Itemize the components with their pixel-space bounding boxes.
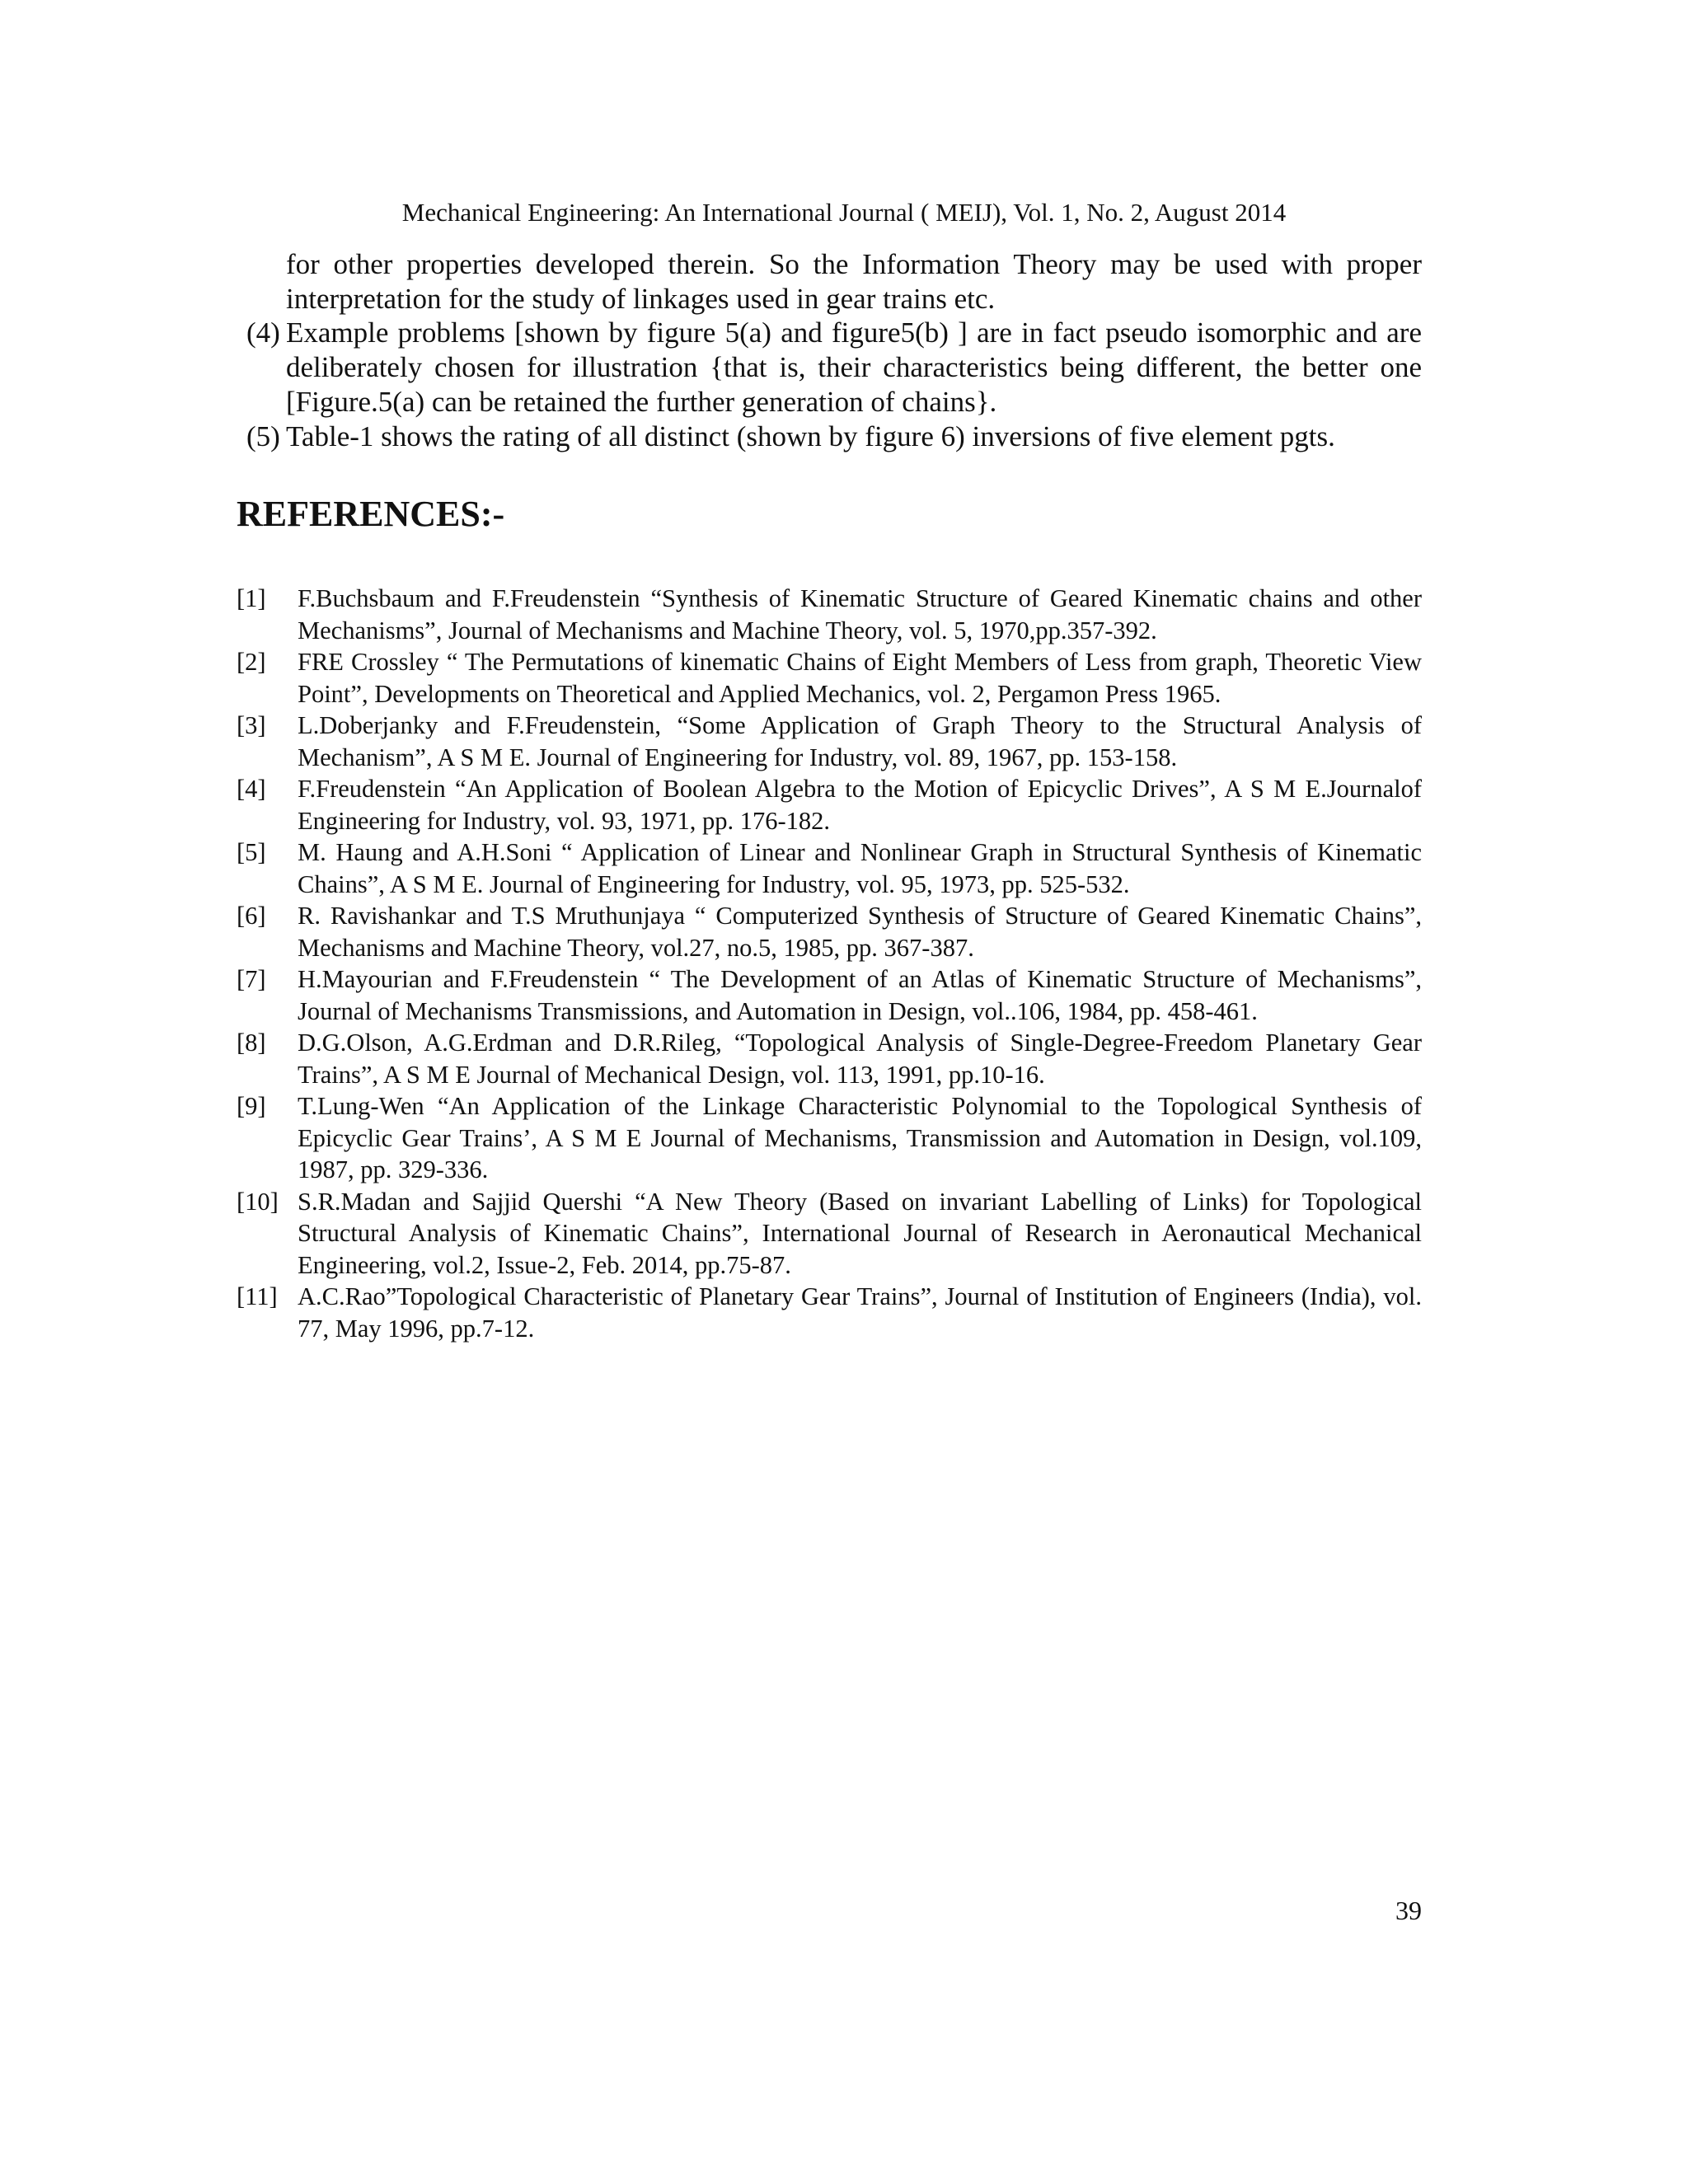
- reference-text: R. Ravishankar and T.S Mruthunjaya “ Computerized Synthesis of Structure of Geared Kinematic Chains”, Mechanisms and Machine Theory, vol.27, no.5, 1985, pp. 367-387.: [298, 902, 1422, 962]
- list-item: [246, 419, 1422, 454]
- reference-item: [237, 1027, 1422, 1090]
- reference-item: [237, 773, 1422, 837]
- reference-number: [9]: [237, 1092, 266, 1120]
- reference-item: [237, 837, 1422, 900]
- reference-item: [237, 1090, 1422, 1186]
- reference-item: [237, 1281, 1422, 1344]
- reference-item: [237, 900, 1422, 963]
- list-item-text: Example problems [shown by figure 5(a) and figure5(b) ] are in fact pseudo isomorphic and are deliberately chosen for illustration {that is, their characteristics being different, the better one [Figure.5(a) can be retained the further generation of chains}.: [286, 316, 1422, 418]
- reference-text: H.Mayourian and F.Freudenstein “ The Development of an Atlas of Kinematic Structure of Mechanisms”, Journal of Mechanisms Transmissions, and Automation in Design, vol..106, 1984, pp. 458-461.: [298, 965, 1422, 1025]
- reference-item: [237, 710, 1422, 773]
- reference-text: D.G.Olson, A.G.Erdman and D.R.Rileg, “Topological Analysis of Single-Degree-Freedom Planetary Gear Trains”, A S M E Journal of Mechanical Design, vol. 113, 1991, pp.10-16.: [298, 1029, 1422, 1089]
- reference-text: F.Buchsbaum and F.Freudenstein “Synthesis of Kinematic Structure of Geared Kinematic chains and other Mechanisms”, Journal of Mechanisms and Machine Theory, vol. 5, 1970,pp.357-392.: [298, 584, 1422, 644]
- reference-text: S.R.Madan and Sajjid Quershi “A New Theory (Based on invariant Labelling of Links) for Topological Structural Analysis of Kinematic Chains”, International Journal of Research in Aeronautical Mechanical Engineering, vol.2, Issue-2, Feb. 2014, pp.75-87.: [298, 1187, 1422, 1279]
- reference-number: [5]: [237, 838, 266, 866]
- reference-number: [3]: [237, 711, 266, 739]
- continuation-paragraph: for other properties developed therein. So the Information Theory may be used with proper interpretation for the study of linkages used in gear trains etc.: [286, 248, 1422, 315]
- conclusions-list: [246, 316, 1422, 454]
- reference-item: [237, 646, 1422, 710]
- reference-text: A.C.Rao”Topological Characteristic of Planetary Gear Trains”, Journal of Institution of Engineers (India), vol. 77, May 1996, pp.7-12.: [298, 1282, 1422, 1343]
- list-item-number: (5): [246, 420, 280, 452]
- reference-number: [11]: [237, 1282, 278, 1310]
- reference-text: F.Freudenstein “An Application of Boolean Algebra to the Motion of Epicyclic Drives”, A S M E.Journalof Engineering for Industry, vol. 93, 1971, pp. 176-182.: [298, 775, 1422, 835]
- reference-number: [4]: [237, 775, 266, 803]
- reference-text: FRE Crossley “ The Permutations of kinematic Chains of Eight Members of Less from graph, Theoretic View Point”, Developments on Theoretical and Applied Mechanics, vol. 2, Pergamon Press 1965.: [298, 648, 1422, 708]
- references-heading: REFERENCES:-: [237, 494, 505, 534]
- reference-item: [237, 1186, 1422, 1282]
- list-item: [246, 316, 1422, 419]
- running-header: Mechanical Engineering: An International Journal ( MEIJ), Vol. 1, No. 2, August 2014: [401, 198, 1287, 227]
- reference-text: M. Haung and A.H.Soni “ Application of Linear and Nonlinear Graph in Structural Synthesis of Kinematic Chains”, A S M E. Journal of Engineering for Industry, vol. 95, 1973, pp. 525-532.: [298, 838, 1422, 898]
- list-item-number: (4): [246, 316, 280, 349]
- reference-number: [6]: [237, 902, 266, 930]
- reference-text: L.Doberjanky and F.Freudenstein, “Some Application of Graph Theory to the Structural Analysis of Mechanism”, A S M E. Journal of Engineering for Industry, vol. 89, 1967, pp. 153-158.: [298, 711, 1422, 771]
- page-number: 39: [1395, 1896, 1422, 1925]
- list-item-text: Table-1 shows the rating of all distinct (shown by figure 6) inversions of five element pgts.: [286, 420, 1335, 452]
- reference-number: [10]: [237, 1187, 279, 1216]
- reference-number: [8]: [237, 1029, 266, 1057]
- reference-text: T.Lung-Wen “An Application of the Linkage Characteristic Polynomial to the Topological Synthesis of Epicyclic Gear Trains’, A S M E Journal of Mechanisms, Transmission and Automation in Design, vol.109, 1987, pp. 329-336.: [298, 1092, 1422, 1183]
- reference-number: [1]: [237, 584, 266, 612]
- reference-item: [237, 583, 1422, 646]
- reference-item: [237, 963, 1422, 1027]
- reference-number: [2]: [237, 648, 266, 676]
- reference-number: [7]: [237, 965, 266, 993]
- references-list: [237, 583, 1422, 1344]
